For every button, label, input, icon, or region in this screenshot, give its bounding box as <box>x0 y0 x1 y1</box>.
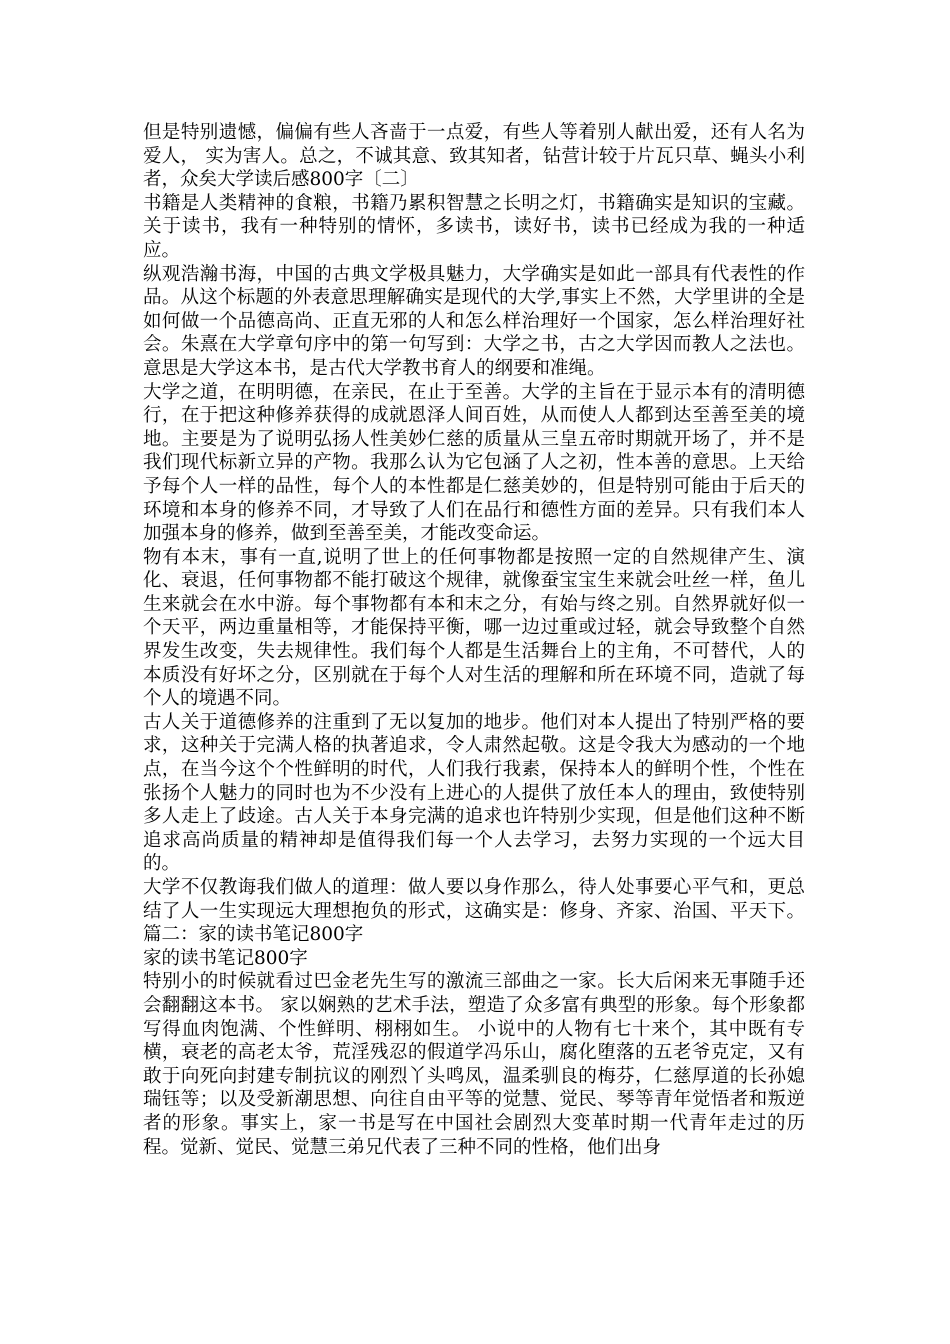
paragraph-5: 物有本末，事有一直,说明了世上的任何事物都是按照一定的自然规律产生、演化、衰退，任何事物都不能打破这个规律，就像蚕宝宝生来就会吐丝一样，鱼儿生来就会在水中游。每个事物都有本和末之分，有始与终之别。自然界就好似一个天平，两边重量相等，才能保持平衡，哪一边过重或过轻，就会导致整个自然界发生改变，失去规律性。我们每个人都是生活舞台上的主角，不可替代，人的本质没有好坏之分，区别就在于每个人对生活的理解和所在环境不同，造就了每个人的境遇不同。 <box>143 546 805 710</box>
paragraph-6: 古人关于道德修养的注重到了无以复加的地步。他们对本人提出了特别严格的要求，这种关于完满人格的执著追求，令人肃然起敬。这是令我大为感动的一个地点，在当今这个个性鲜明的时代，人们我行我素，保持本人的鲜明个性，个性在张扬个人魅力的同时也为不少没有上进心的人提供了放任本人的理由，致使特别多人走上了歧途。古人关于本身完满的追求也许特别少实现，但是他们这种不断追求高尚质量的精神却是值得我们每一个人去学习，去努力实现的一个远大目的。 <box>143 711 805 875</box>
paragraph-4: 大学之道，在明明德，在亲民，在止于至善。大学的主旨在于显示本有的清明德行，在于把这种修养获得的成就恩泽人间百姓，从而使人人都到达至善至美的境地。主要是为了说明弘扬人性美妙仁慈的质量从三皇五帝时期就开场了，并不是我们现代标新立异的产物。我那么认为它包涵了人之初，性本善的意思。上天给予每个人一样的品性，每个人的本性都是仁慈美妙的，但是特别可能由于后天的环境和本身的修养不同，才导致了人们在品行和德性方面的差异。只有我们本人加强本身的修养，做到至善至美，才能改变命运。 <box>143 381 805 545</box>
section-heading: 家的读书笔记800字 <box>143 947 308 969</box>
paragraph-3: 纵观浩瀚书海，中国的古典文学极具魅力，大学确实是如此一部具有代表性的作品。从这个标题的外表意思理解确实是现代的大学,事实上不然，大学里讲的全是如何做一个品德高尚、正直无邪的人和怎么样治理好一个国家，怎么样治理好社会。朱熹在大学章句序中的第一句写到：大学之书，古之大学因而教人之法也。意思是大学这本书，是古代大学教书育人的纲要和准绳。 <box>143 263 805 379</box>
paragraph-7: 大学不仅教诲我们做人的道理：做人要以身作那么，待人处事要心平气和，更总结了人一生实现远大理想抱负的形式，这确实是：修身、齐家、治国、平天下。篇二：家的读书笔记800字 <box>143 877 805 946</box>
document-page <box>143 121 805 1159</box>
paragraph-8: 特别小的时候就看过巴金老先生写的激流三部曲之一家。长大后闲来无事随手还会翻翻这本书。 家以娴熟的艺术手法，塑造了众多富有典型的形象。每个形象都写得血肉饱满、个性鲜明、栩栩如生。 小说中的人物有七十来个，其中既有专横，衰老的高老太爷，荒淫残忍的假道学冯乐山，腐化堕落的五老爷克定，又有敢于向死向封建专制抗议的刚烈丫头鸣凤，温柔驯良的梅芬，仁慈厚道的长孙媳瑞钰等；以及受新潮思想、向往自由平等的觉慧、觉民、琴等青年觉悟者和叛逆者的形象。事实上，家一书是写在中国社会剧烈大变革时期一代青年走过的历程。觉新、觉民、觉慧三弟兄代表了三种不同的性格，他们出身 <box>143 971 805 1158</box>
paragraph-2: 书籍是人类精神的食粮，书籍乃累积智慧之长明之灯，书籍确实是知识的宝藏。关于读书，我有一种特别的情怀，多读书，读好书，读书已经成为我的一种适应。 <box>143 192 805 261</box>
paragraph-1: 但是特别遗憾，偏偏有些人吝啬于一点爱，有些人等着别人献出爱，还有人名为爱人， 实为害人。总之，不诚其意、致其知者，钻营计较于片瓦只草、蝇头小利者，众矣大学读后感800字〔二〕 <box>143 122 805 191</box>
